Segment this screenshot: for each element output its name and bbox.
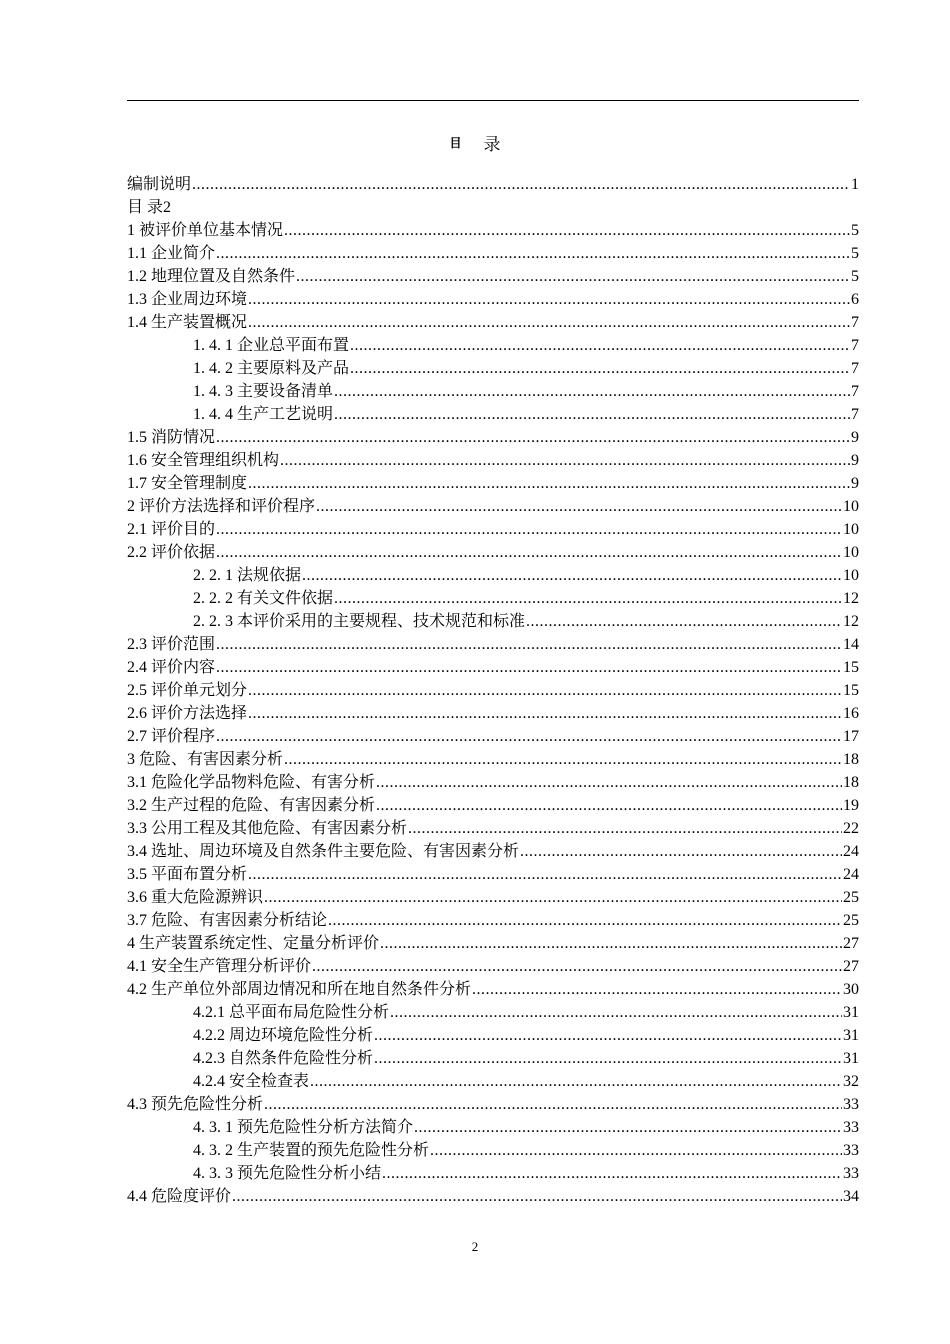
toc-entry-page: 18: [843, 774, 859, 791]
toc-title-part1: 目: [449, 136, 462, 150]
toc-entry[interactable]: [127, 518, 859, 541]
toc-entry-page: 7: [851, 337, 859, 354]
toc-entry[interactable]: [127, 495, 859, 518]
toc-entry-label: 2 评价方法选择和评价程序: [127, 498, 316, 515]
toc-entry-label: 3.6 重大危险源辨识: [127, 889, 264, 906]
toc-entry[interactable]: [127, 219, 859, 242]
toc-entry-label: 2.6 评价方法选择: [127, 705, 248, 722]
toc-entry[interactable]: [127, 1024, 859, 1047]
toc-entry-page: 7: [851, 406, 859, 423]
toc-dot-leader: [408, 817, 842, 840]
toc-title-part2: 录: [483, 135, 501, 154]
toc-entry-page: 27: [843, 958, 859, 975]
toc-entry-label: 2.3 评价范围: [127, 636, 216, 653]
toc-dot-leader: [376, 794, 842, 817]
toc-entry-label: 1.7 安全管理制度: [127, 475, 248, 492]
toc-entry-page: 10: [843, 498, 859, 515]
toc-dot-leader: [264, 1093, 842, 1116]
toc-dot-leader: [334, 587, 842, 610]
toc-dot-leader: [284, 748, 842, 771]
toc-entry[interactable]: [127, 426, 859, 449]
toc-dot-leader: [382, 1162, 842, 1185]
toc-entry[interactable]: [127, 909, 859, 932]
toc-entry-label: 4.4 危险度评价: [127, 1188, 232, 1205]
toc-dot-leader: [310, 1070, 842, 1093]
table-of-contents: [127, 173, 859, 1208]
toc-entry[interactable]: [127, 173, 859, 196]
toc-entry[interactable]: [127, 334, 859, 357]
toc-entry-label: 4.2.3 自然条件危险性分析: [193, 1050, 374, 1067]
toc-entry-label: 1.5 消防情况: [127, 429, 216, 446]
toc-entry-page: 1: [851, 176, 859, 193]
toc-entry-label: 1. 4. 2 主要原料及产品: [193, 360, 350, 377]
toc-dot-leader: [216, 725, 842, 748]
toc-entry[interactable]: [127, 1116, 859, 1139]
toc-entry[interactable]: [127, 610, 859, 633]
toc-entry-label: 4.1 安全生产管理分析评价: [127, 958, 312, 975]
toc-entry-page: 33: [843, 1142, 859, 1159]
toc-entry-page: 5: [851, 222, 859, 239]
toc-entry-page: 25: [843, 889, 859, 906]
toc-dot-leader: [216, 426, 850, 449]
page-number: 2: [471, 1239, 479, 1254]
toc-entry[interactable]: [127, 886, 859, 909]
toc-dot-leader: [376, 771, 842, 794]
toc-dot-leader: [248, 311, 850, 334]
toc-dot-leader: [232, 1185, 842, 1208]
toc-entry-page: 14: [843, 636, 859, 653]
toc-entry[interactable]: [127, 242, 859, 265]
toc-dot-leader: [316, 495, 842, 518]
toc-entry-label: 4. 3. 2 生产装置的预先危险性分析: [193, 1142, 430, 1159]
toc-entry-label: 4 生产装置系统定性、定量分析评价: [127, 935, 380, 952]
toc-dot-leader: [380, 932, 842, 955]
toc-entry-page: 30: [843, 981, 859, 998]
toc-dot-leader: [472, 978, 842, 1001]
toc-entry[interactable]: [127, 748, 859, 771]
toc-entry-label: 2.7 评价程序: [127, 728, 216, 745]
toc-title: [0, 130, 950, 155]
toc-entry-label: 1. 4. 1 企业总平面布置: [193, 337, 350, 354]
toc-entry[interactable]: [127, 541, 859, 564]
toc-dot-leader: [350, 357, 850, 380]
toc-entry-page: 19: [843, 797, 859, 814]
toc-entry[interactable]: [127, 1070, 859, 1093]
toc-entry[interactable]: [127, 794, 859, 817]
toc-entry-page: 31: [843, 1027, 859, 1044]
toc-entry-label: 2.5 评价单元划分: [127, 682, 248, 699]
toc-entry[interactable]: [127, 955, 859, 978]
toc-dot-leader: [248, 679, 842, 702]
toc-dot-leader: [296, 265, 850, 288]
toc-entry-label: 4. 3. 1 预先危险性分析方法简介: [193, 1119, 414, 1136]
toc-entry[interactable]: [127, 380, 859, 403]
toc-entry-label: 2.4 评价内容: [127, 659, 216, 676]
toc-entry[interactable]: [127, 656, 859, 679]
toc-entry-page: 10: [843, 521, 859, 538]
toc-entry[interactable]: [127, 1001, 859, 1024]
toc-entry[interactable]: [127, 403, 859, 426]
toc-dot-leader: [280, 449, 850, 472]
toc-entry-label: 目 录2: [127, 199, 172, 216]
toc-dot-leader: [390, 1001, 842, 1024]
toc-dot-leader: [248, 702, 842, 725]
toc-entry-label: 编制说明: [127, 176, 192, 193]
toc-entry-label: 3.5 平面布置分析: [127, 866, 248, 883]
toc-entry-label: 2. 2. 1 法规依据: [193, 567, 302, 584]
toc-dot-leader: [248, 863, 842, 886]
toc-entry[interactable]: [127, 265, 859, 288]
toc-entry[interactable]: [127, 725, 859, 748]
toc-entry-label: 1.1 企业简介: [127, 245, 216, 262]
toc-entry-page: 25: [843, 912, 859, 929]
toc-dot-leader: [216, 242, 850, 265]
toc-entry-page: 10: [843, 544, 859, 561]
toc-entry-label: 4.2.4 安全检查表: [193, 1073, 310, 1090]
toc-entry[interactable]: [127, 771, 859, 794]
toc-entry-page: 33: [843, 1096, 859, 1113]
toc-entry[interactable]: [127, 840, 859, 863]
toc-dot-leader: [216, 656, 842, 679]
toc-dot-leader: [350, 334, 850, 357]
toc-entry-label: 1. 4. 4 生产工艺说明: [193, 406, 334, 423]
toc-dot-leader: [520, 840, 842, 863]
toc-entry-page: 33: [843, 1119, 859, 1136]
toc-dot-leader: [328, 909, 842, 932]
toc-dot-leader: [216, 633, 842, 656]
toc-entry-page: 24: [843, 866, 859, 883]
toc-dot-leader: [526, 610, 842, 633]
toc-entry-page: 7: [851, 360, 859, 377]
toc-dot-leader: [264, 886, 842, 909]
toc-entry-label: 3.3 公用工程及其他危险、有害因素分析: [127, 820, 408, 837]
toc-entry-page: 6: [851, 291, 859, 308]
toc-entry-page: 22: [843, 820, 859, 837]
toc-entry-page: 31: [843, 1050, 859, 1067]
toc-entry-label: 4.2.1 总平面布局危险性分析: [193, 1004, 390, 1021]
toc-entry-label: 4.2 生产单位外部周边情况和所在地自然条件分析: [127, 981, 472, 998]
toc-entry-page: 9: [851, 452, 859, 469]
toc-entry-label: 1.4 生产装置概况: [127, 314, 248, 331]
toc-entry[interactable]: [127, 863, 859, 886]
toc-entry-page: 5: [851, 245, 859, 262]
toc-entry[interactable]: [127, 978, 859, 1001]
toc-entry-label: 3.7 危险、有害因素分析结论: [127, 912, 328, 929]
toc-entry-label: 1 被评价单位基本情况: [127, 222, 284, 239]
toc-entry[interactable]: [127, 449, 859, 472]
toc-entry[interactable]: [127, 932, 859, 955]
toc-entry[interactable]: [127, 564, 859, 587]
toc-entry[interactable]: [127, 472, 859, 495]
toc-dot-leader: [216, 541, 842, 564]
toc-entry-page: 12: [843, 590, 859, 607]
toc-dot-leader: [302, 564, 842, 587]
toc-entry-label: 4. 3. 3 预先危险性分析小结: [193, 1165, 382, 1182]
toc-dot-leader: [248, 288, 850, 311]
toc-entry-label: 4.3 预先危险性分析: [127, 1096, 264, 1113]
toc-entry-page: 33: [843, 1165, 859, 1182]
toc-entry[interactable]: [127, 311, 859, 334]
toc-entry-page: 7: [851, 383, 859, 400]
toc-dot-leader: [334, 380, 850, 403]
toc-entry[interactable]: [127, 288, 859, 311]
toc-entry-label: 2.1 评价目的: [127, 521, 216, 538]
toc-entry-label: 3 危险、有害因素分析: [127, 751, 284, 768]
toc-entry[interactable]: [127, 702, 859, 725]
toc-dot-leader: [334, 403, 850, 426]
toc-entry-page: 16: [843, 705, 859, 722]
toc-entry-page: 12: [843, 613, 859, 630]
toc-entry-page: 32: [843, 1073, 859, 1090]
toc-dot-leader: [430, 1139, 842, 1162]
toc-entry[interactable]: [127, 1139, 859, 1162]
toc-entry[interactable]: [127, 679, 859, 702]
toc-entry[interactable]: [127, 633, 859, 656]
toc-dot-leader: [414, 1116, 842, 1139]
toc-entry-label: 2. 2. 2 有关文件依据: [193, 590, 334, 607]
toc-entry-page: 31: [843, 1004, 859, 1021]
toc-entry-page: 10: [843, 567, 859, 584]
toc-dot-leader: [216, 518, 842, 541]
toc-entry-page: 15: [843, 659, 859, 676]
toc-entry-page: 9: [851, 429, 859, 446]
toc-entry[interactable]: [127, 357, 859, 380]
toc-entry-label: 3.4 选址、周边环境及自然条件主要危险、有害因素分析: [127, 843, 520, 860]
toc-entry-label: 1.2 地理位置及自然条件: [127, 268, 296, 285]
toc-entry-label: 3.1 危险化学品物料危险、有害分析: [127, 774, 376, 791]
toc-entry-page: 9: [851, 475, 859, 492]
toc-entry-label: 2.2 评价依据: [127, 544, 216, 561]
toc-entry[interactable]: [127, 587, 859, 610]
toc-entry[interactable]: [127, 1047, 859, 1070]
toc-entry-label: 3.2 生产过程的危险、有害因素分析: [127, 797, 376, 814]
toc-entry-label: 1. 4. 3 主要设备清单: [193, 383, 334, 400]
toc-entry-label: 4.2.2 周边环境危险性分析: [193, 1027, 374, 1044]
toc-entry-page: 18: [843, 751, 859, 768]
header-rule: [127, 100, 859, 101]
toc-entry[interactable]: [127, 196, 859, 219]
toc-dot-leader: [312, 955, 842, 978]
toc-entry-page: 5: [851, 268, 859, 285]
toc-entry-page: 17: [843, 728, 859, 745]
toc-entry-label: 1.6 安全管理组织机构: [127, 452, 280, 469]
toc-entry[interactable]: [127, 1093, 859, 1116]
toc-entry-page: 34: [843, 1188, 859, 1205]
toc-dot-leader: [192, 173, 850, 196]
toc-dot-leader: [248, 472, 850, 495]
toc-entry[interactable]: [127, 817, 859, 840]
toc-entry-label: 1.3 企业周边环境: [127, 291, 248, 308]
toc-entry-page: 7: [851, 314, 859, 331]
toc-entry[interactable]: [127, 1185, 859, 1208]
toc-dot-leader: [284, 219, 850, 242]
toc-entry-page: 24: [843, 843, 859, 860]
toc-entry[interactable]: [127, 1162, 859, 1185]
toc-dot-leader: [374, 1024, 842, 1047]
toc-entry-page: 15: [843, 682, 859, 699]
toc-dot-leader: [374, 1047, 842, 1070]
toc-entry-label: 2. 2. 3 本评价采用的主要规程、技术规范和标准: [193, 613, 526, 630]
toc-entry-page: 27: [843, 935, 859, 952]
